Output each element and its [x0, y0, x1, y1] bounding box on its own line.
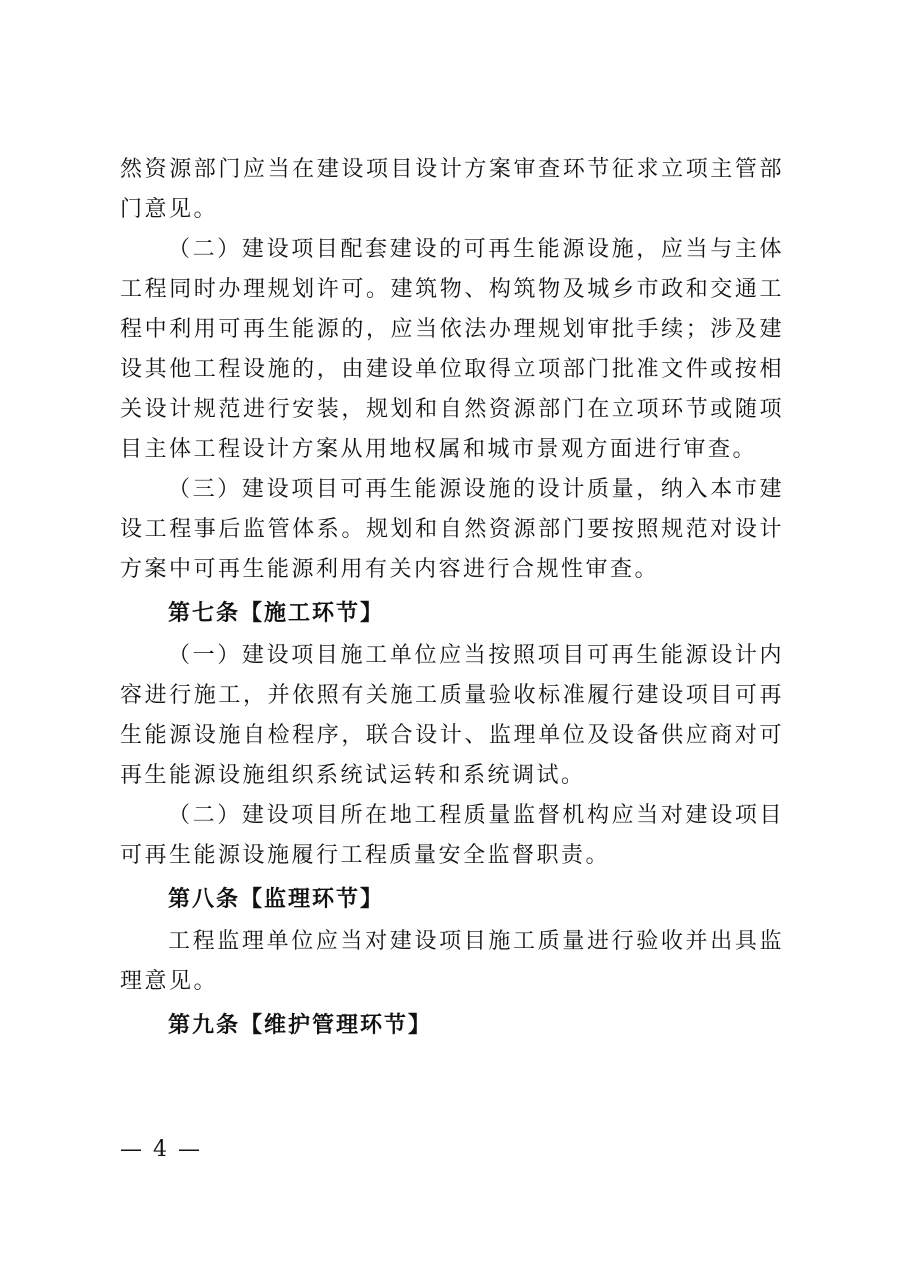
paragraph-article-7-item-1: （一）建设项目施工单位应当按照项目可再生能源设计内容进行施工，并依照有关施工质量验收标准履行建设项目可再生能源设施自检程序，联合设计、监理单位及设备供应商对可再生能源设施组织系统试运转和系统调试。	[120, 643, 784, 788]
paragraph-item-3-design-quality: （三）建设项目可再生能源设施的设计质量，纳入本市建设工程事后监管体系。规划和自然资源部门要按照规范对设计方案中可再生能源利用有关内容进行合规性审查。	[120, 477, 784, 582]
article-8-heading: 第八条【监理环节】	[168, 887, 385, 912]
paragraph-article-8: 工程监理单位应当对建设项目施工质量进行验收并出具监理意见。	[120, 929, 784, 994]
article-9-heading: 第九条【维护管理环节】	[168, 1013, 433, 1038]
document-body	[120, 150, 784, 1048]
page-number: — 4 —	[120, 1137, 202, 1162]
paragraph-item-2-planning-permit: （二）建设项目配套建设的可再生能源设施，应当与主体工程同时办理规划许可。建筑物、构筑物及城乡市政和交通工程中利用可再生能源的，应当依法办理规划审批手续；涉及建设其他工程设施的，由建设单位取得立项部门批准文件或按相关设计规范进行安装，规划和自然资源部门在立项环节或随项目主体工程设计方案从用地权属和城市景观方面进行审查。	[120, 237, 784, 462]
paragraph-continuation: 然资源部门应当在建设项目设计方案审查环节征求立项主管部门意见。	[120, 157, 784, 222]
article-7-heading: 第七条【施工环节】	[168, 601, 385, 626]
paragraph-article-7-item-2: （二）建设项目所在地工程质量监督机构应当对建设项目可再生能源设施履行工程质量安全监督职责。	[120, 803, 784, 868]
